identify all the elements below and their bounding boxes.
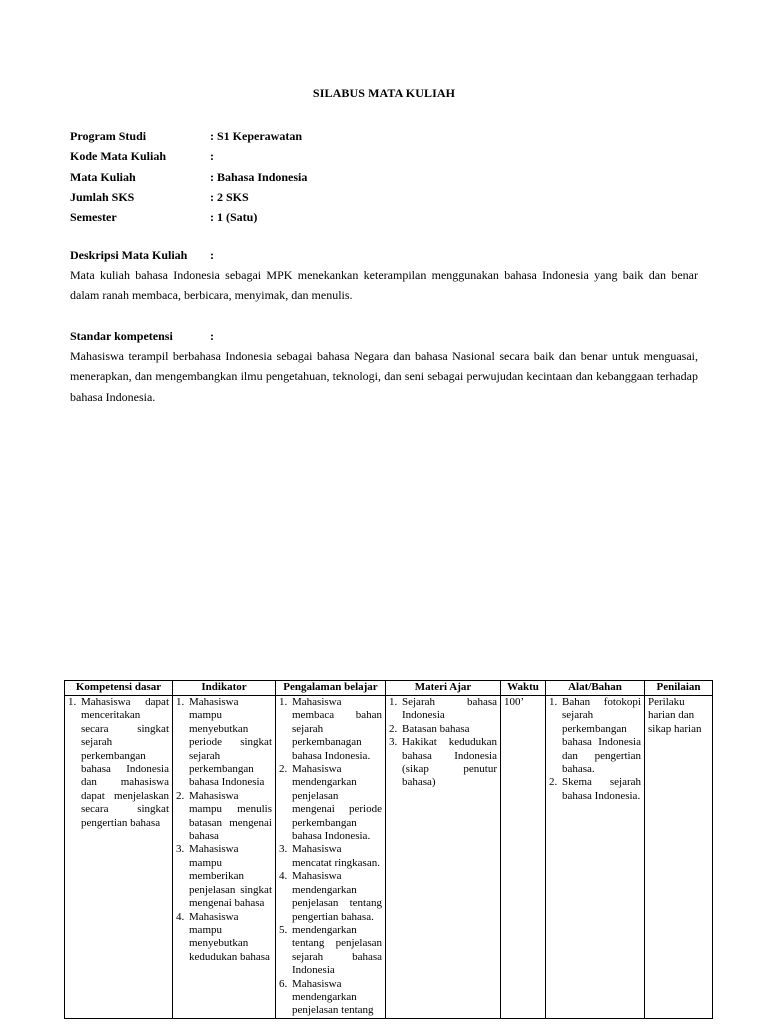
header-kompetensi-dasar: Kompetensi dasar [65, 681, 173, 696]
info-value: : Bahasa Indonesia [210, 169, 308, 184]
info-value: : 2 SKS [210, 189, 249, 204]
info-value: : S1 Keperawatan [210, 129, 302, 143]
cell-waktu: 100’ [501, 696, 546, 1019]
page-title: SILABUS MATA KULIAH [312, 86, 456, 100]
list-item: 3. Hakikat kedudukan bahasa Indonesia (sikap penutur bahasa) [389, 736, 497, 789]
info-row-jumlah-sks [70, 187, 307, 207]
list-item: 3. Mahasiswa mampu memberikan penjelasan singkat mengenai bahasa [176, 843, 272, 910]
standar-colon: : [210, 329, 214, 343]
list-item: 6. Mahasiswa mendengarkan penjelasan tentang [279, 977, 374, 1017]
cell-alat-bahan [546, 696, 645, 1019]
alat-list [549, 696, 641, 803]
standar-section [70, 326, 698, 407]
info-label: Jumlah SKS [70, 189, 135, 204]
deskripsi-colon: : [210, 248, 214, 262]
standar-text: Mahasiswa terampil berbahasa Indonesia sebagai bahasa Negara dan bahasa Nasional secara baik dan benar untuk menguasai, menerapkan, dan mengembangkan ilmu pengetahuan, teknologi, dan seni sebagai perwujudan kecintaan dan kebanggaan terhadap bahasa Indonesia. [70, 349, 698, 404]
cell-indikator [173, 696, 276, 1019]
deskripsi-heading [70, 245, 698, 265]
info-row-kode-mata-kuliah [70, 146, 307, 166]
table-header-row [65, 681, 713, 696]
info-value: : 1 (Satu) [210, 210, 258, 225]
header-penilaian: Penilaian [645, 681, 713, 696]
list-item: 1. Sejarah bahasa Indonesia [389, 696, 497, 722]
header-waktu: Waktu [501, 681, 546, 696]
list-item: 3. Mahasiswa mencatat ringkasan. [279, 843, 380, 869]
list-item: 1. Mahasiswa membaca bahan sejarah perkembanagan bahasa Indonesia. [279, 696, 382, 762]
kompetensi-list [68, 696, 169, 830]
info-row-semester [70, 207, 307, 227]
list-item: 1. Mahasiswa dapat menceritakan secara singkat sejarah perkembangan bahasa Indonesia dan mahasiswa dapat menjelaskan secara singkat pengertian bahasa [68, 696, 169, 829]
materi-list [389, 696, 497, 790]
info-label: Kode Mata Kuliah [70, 149, 167, 164]
silabus-table [64, 680, 713, 1019]
standar-heading-text: Standar kompetensi [70, 329, 173, 343]
header-materi-ajar: Materi Ajar [386, 681, 501, 696]
header-alat-bahan: Alat/Bahan [546, 681, 645, 696]
list-item: 2. Batasan bahasa [389, 722, 470, 735]
info-label: Mata Kuliah [70, 169, 136, 184]
list-item: 2. Skema sejarah bahasa Indonesia. [549, 776, 641, 802]
cell-materi-ajar [386, 696, 501, 1019]
cell-penilaian: Perilaku harian dan sikap harian [645, 696, 713, 1019]
standar-heading [70, 326, 698, 346]
header-indikator: Indikator [173, 681, 276, 696]
table-row [65, 696, 713, 1019]
list-item: 4. Mahasiswa mampu menyebutkan kedudukan bahasa [176, 910, 270, 963]
deskripsi-section [70, 245, 698, 306]
deskripsi-heading-text: Deskripsi Mata Kuliah [70, 248, 188, 262]
list-item: 1. Mahasiswa mampu menyebutkan periode singkat sejarah perkembangan bahasa Indonesia [176, 696, 272, 789]
info-label: Semester [70, 210, 117, 225]
info-row-mata-kuliah [70, 167, 307, 187]
list-item: 4. Mahasiswa mendengarkan penjelasan tentang pengertian bahasa. [279, 870, 382, 923]
indikator-list [176, 696, 272, 964]
course-info [70, 126, 307, 227]
info-label: Program Studi [70, 129, 147, 143]
cell-pengalaman-belajar [276, 696, 386, 1019]
deskripsi-text: Mata kuliah bahasa Indonesia sebagai MPK menekankan keterampilan menggunakan bahasa Indonesia yang baik dan benar dalam ranah membaca, berbicara, menyimak, dan menulis. [70, 268, 698, 303]
list-item: 2. Mahasiswa mampu menulis batasan mengenai bahasa [176, 789, 272, 843]
list-item: 5. mendengarkan tentang penjelasan sejarah bahasa Indonesia [279, 923, 382, 977]
info-value: : [210, 149, 214, 164]
list-item: 1. Bahan fotokopi sejarah perkembangan bahasa Indonesia dan pengertian bahasa. [549, 696, 641, 776]
header-pengalaman-belajar: Pengalaman belajar [276, 681, 386, 696]
pengalaman-list [279, 696, 382, 1018]
info-row-program-studi [70, 126, 307, 146]
cell-kompetensi-dasar [65, 696, 173, 1019]
list-item: 2. Mahasiswa mendengarkan penjelasan mengenai periode perkembangan bahasa Indonesia. [279, 763, 382, 843]
